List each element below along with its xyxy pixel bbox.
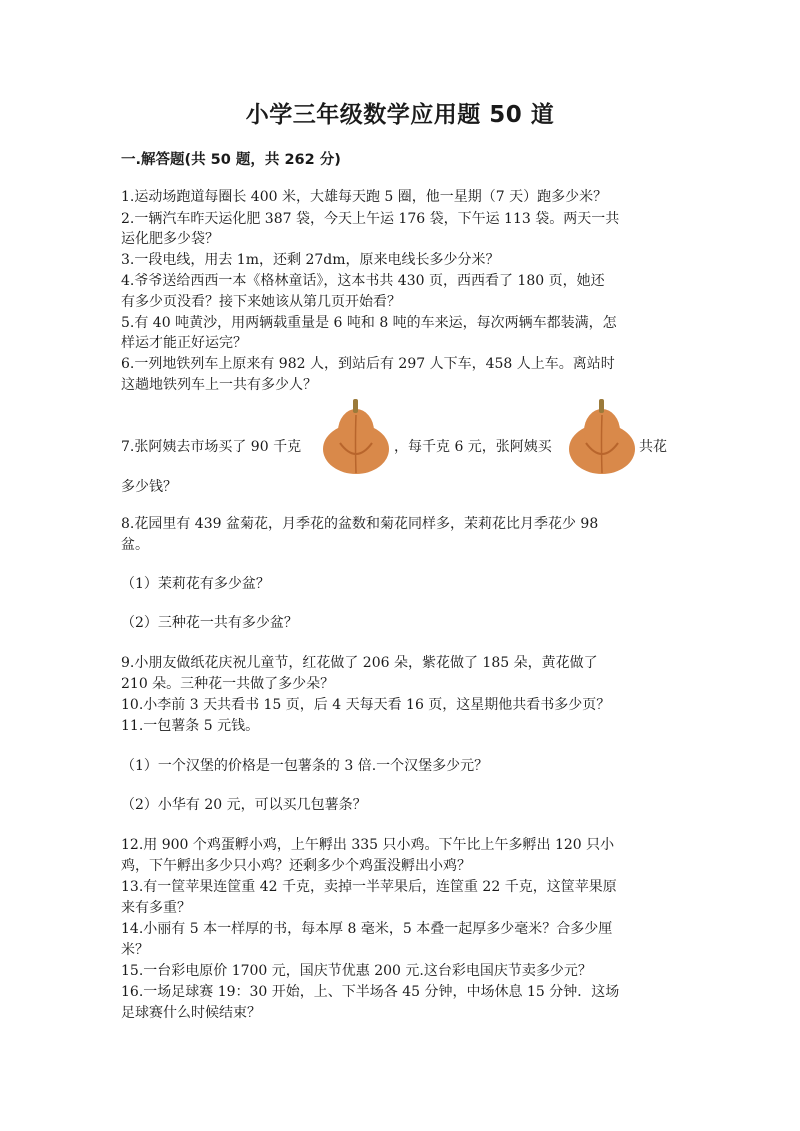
question-5-line-1: 5.有 40 吨黄沙，用两辆载重量是 6 吨和 8 吨的车来运，每次两辆车都装满，怎 — [121, 315, 617, 331]
question-12-line-2: 鸡，下午孵出多少只小鸡？还剩多少个鸡蛋没孵出小鸡？ — [121, 858, 471, 874]
question-11: 11.一包薯条 5 元钱。 — [121, 718, 260, 734]
question-16-line-2: 足球赛什么时候结束？ — [121, 1005, 261, 1021]
question-15: 15.一台彩电原价 1700 元，国庆节优惠 200 元.这台彩电国庆节卖多少元？ — [121, 963, 592, 979]
section-heading: 一.解答题(共 50 题，共 262 分) — [121, 152, 341, 168]
question-13-line-2: 来有多重？ — [121, 900, 191, 916]
question-4-line-2: 有多少页没看？接下来她该从第几页开始看？ — [121, 294, 401, 310]
question-7-line-2: 多少钱？ — [121, 479, 177, 495]
question-3: 3.一段电线，用去 1m，还剩 27dm，原来电线长多少分米？ — [121, 252, 500, 268]
question-8-line-2: 盆。 — [121, 537, 149, 553]
pumpkin-stem — [353, 399, 358, 413]
pumpkin-stem — [599, 399, 604, 413]
page-title: 小学三年级数学应用题 50 道 — [245, 102, 555, 128]
question-9-line-2: 210 朵。三种花一共做了多少朵？ — [121, 676, 335, 692]
question-10: 10.小李前 3 天共看书 15 页，后 4 天每天看 16 页，这星期他共看书多少页？ — [121, 697, 611, 713]
question-8-sub-2: （2）三种花一共有多少盆？ — [121, 615, 298, 631]
question-6-line-1: 6.一列地铁列车上原来有 982 人，到站后有 297 人下车，458 人上车。离站时 — [121, 356, 615, 372]
question-2-line-1: 2.一辆汽车昨天运化肥 387 袋，今天上午运 176 袋，下午运 113 袋。两天一共 — [121, 211, 620, 227]
question-14-line-2: 米？ — [121, 942, 149, 958]
question-13-line-1: 13.有一筐苹果连筐重 42 千克，卖掉一半苹果后，连筐重 22 千克，这筐苹果原 — [121, 879, 617, 895]
question-2-line-2: 运化肥多少袋？ — [121, 231, 219, 247]
question-14-line-1: 14.小丽有 5 本一样厚的书，每本厚 8 毫米，5 本叠一起厚多少毫米？合多少厘 — [121, 921, 613, 937]
question-8-sub-1: （1）茉莉花有多少盆？ — [121, 576, 270, 592]
pumpkin-image — [320, 395, 392, 475]
question-16-line-1: 16.一场足球赛 19：30 开始，上、下半场各 45 分钟，中场休息 15 分钟．这场 — [121, 984, 620, 1000]
question-6-line-2: 这趟地铁列车上一共有多少人？ — [121, 377, 317, 393]
question-11-sub-1: （1）一个汉堡的价格是一包薯条的 3 倍.一个汉堡多少元？ — [121, 758, 489, 774]
question-7-text-3: 共花 — [639, 439, 667, 455]
question-8-line-1: 8.花园里有 439 盆菊花，月季花的盆数和菊花同样多，茉莉花比月季花少 98 — [121, 516, 599, 532]
question-7-text-2: ，每千克 6 元，张阿姨买 — [394, 439, 552, 455]
question-5-line-2: 样运才能正好运完？ — [121, 335, 247, 351]
question-1: 1.运动场跑道每圈长 400 米，大雄每天跑 5 圈，他一星期（7 天）跑多少米？ — [121, 189, 608, 205]
question-4-line-1: 4.爷爷送给西西一本《格林童话》，这本书共 430 页，西西看了 180 页，她还 — [121, 273, 605, 289]
question-7-text-1: 7.张阿姨去市场买了 90 千克 — [121, 439, 302, 455]
pumpkin-image — [566, 395, 638, 475]
question-12-line-1: 12.用 900 个鸡蛋孵小鸡，上午孵出 335 只小鸡。下午比上午多孵出 120 只小 — [121, 837, 615, 853]
pumpkin-rib — [602, 415, 603, 473]
question-9-line-1: 9.小朋友做纸花庆祝儿童节，红花做了 206 朵，紫花做了 185 朵，黄花做了 — [121, 655, 598, 671]
question-11-sub-2: （2）小华有 20 元，可以买几包薯条？ — [121, 797, 367, 813]
pumpkin-rib — [356, 415, 357, 473]
